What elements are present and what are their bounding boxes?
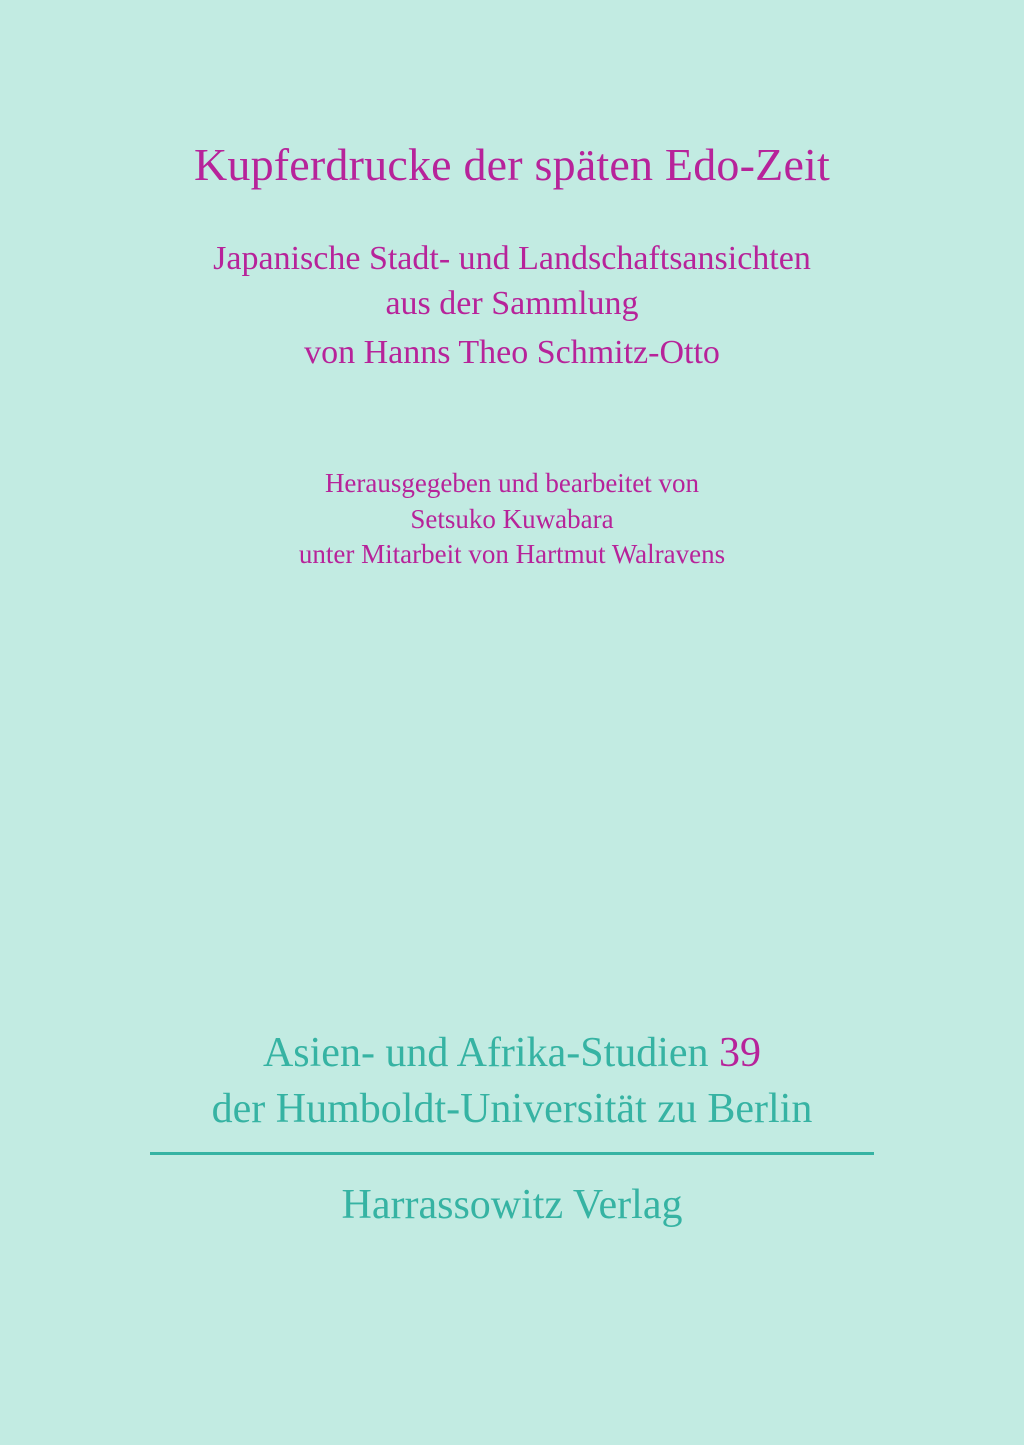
series-name: Asien- und Afrika-Studien [262, 1030, 709, 1076]
series-title-line-1 [0, 1032, 1024, 1074]
book-title: Kupferdrucke der späten Edo-Zeit [193, 139, 831, 190]
series-number: 39 [719, 1030, 762, 1076]
series-title-line-2: der Humboldt-Universität zu Berlin [211, 1086, 813, 1132]
editor-credit-line-1: Herausgegeben und bearbeitet von [324, 468, 700, 498]
divider-rule [150, 1152, 874, 1155]
publisher-name: Harrassowitz Verlag [341, 1182, 683, 1228]
subtitle-line-3: von Hanns Theo Schmitz-Otto [304, 334, 720, 371]
collaborator-credit: unter Mitarbeit von Hartmut Walravens [298, 539, 726, 569]
editor-name: Setsuko Kuwabara [410, 504, 614, 534]
subtitle-line-1: Japanische Stadt- und Landschaftsansichten [213, 240, 811, 277]
subtitle-line-2: aus der Sammlung [385, 285, 639, 322]
